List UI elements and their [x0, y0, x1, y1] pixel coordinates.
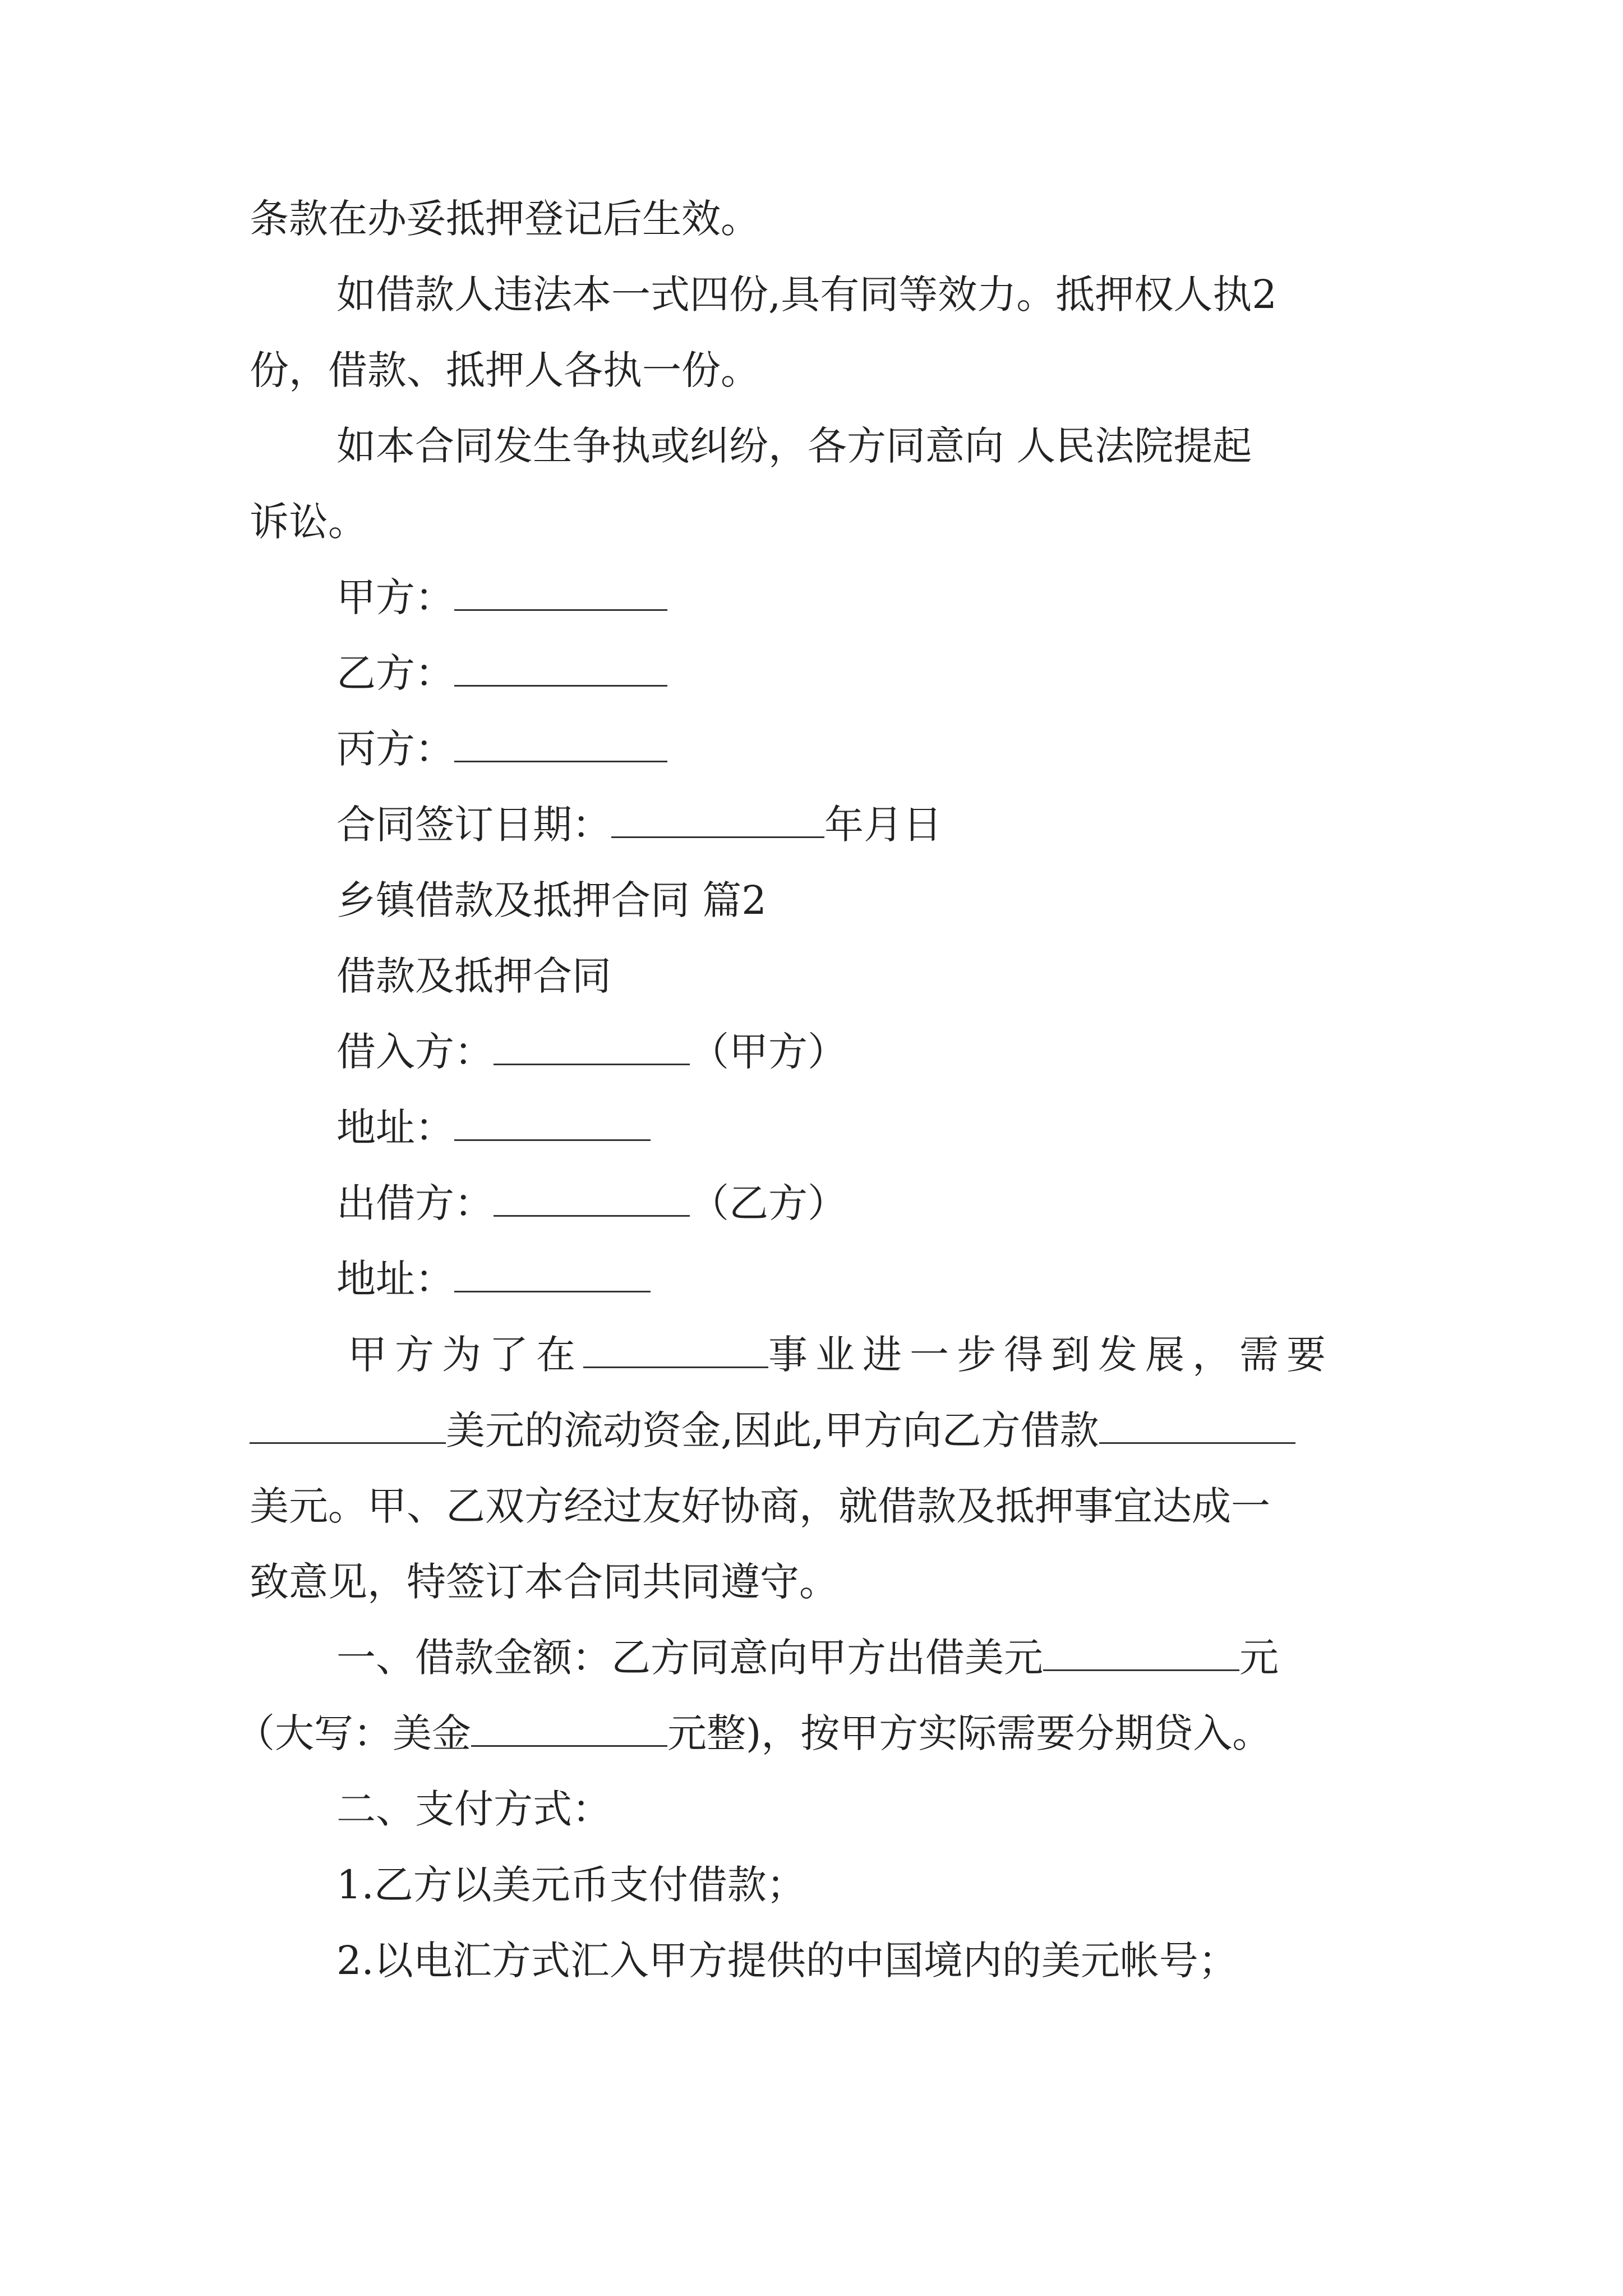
loan-amount-blank [1099, 1410, 1295, 1444]
business-blank [583, 1334, 768, 1368]
party-b-blank [454, 652, 667, 687]
party-c-label: 丙方： [336, 726, 454, 772]
item2-title: 二、支付方式： [336, 1786, 611, 1832]
purpose-line2 [250, 1405, 1295, 1456]
paragraph-dispute-line2: 诉讼。 [250, 499, 367, 545]
item1-prefix: 一、借款金额：乙方同意向甲方出借美元 [336, 1635, 1043, 1681]
item2-point2: 2.以电汇方式汇入甲方提供的中国境内的美元帐号； [336, 1938, 1238, 1984]
purpose-suffix: 事业进一步得到发展，需要 [768, 1332, 1334, 1378]
sign-date-blank [611, 804, 824, 838]
sign-date-suffix: 年月日 [824, 802, 942, 848]
party-a-blank [454, 577, 667, 611]
borrower-suffix: （甲方） [690, 1029, 847, 1075]
party-c-blank [454, 728, 667, 762]
lender-address-line [336, 1254, 651, 1304]
paragraph-effect-clause: 条款在办妥抵押登记后生效。 [250, 196, 760, 242]
item1-suffix: 元 [1239, 1635, 1279, 1681]
purpose-mid: 美元的流动资金,因此,甲方向乙方借款 [446, 1407, 1099, 1453]
paragraph-copies-line2: 份，借款、抵押人各执一份。 [250, 347, 760, 393]
borrower-address-line [336, 1102, 651, 1153]
item2-point1: 1.乙方以美元币支付借款； [336, 1862, 806, 1908]
funding-amount-blank [250, 1410, 446, 1444]
borrower-address-label: 地址： [336, 1105, 454, 1151]
lender-blank [494, 1182, 690, 1217]
purpose-line3: 美元。甲、乙双方经过友好协商，就借款及抵押事宜达成一 [250, 1483, 1270, 1529]
lender-line [336, 1178, 847, 1228]
party-b-label: 乙方： [336, 650, 454, 696]
lender-suffix: （乙方） [690, 1180, 847, 1226]
item1-amount-blank [1043, 1637, 1239, 1671]
item1-line1 [336, 1632, 1279, 1683]
party-a-label: 甲方： [336, 574, 454, 620]
section-title: 乡镇借款及抵押合同 篇2 [336, 877, 767, 923]
party-c-line [336, 724, 667, 774]
party-b-line [336, 648, 667, 698]
lender-address-label: 地址： [336, 1256, 454, 1302]
borrower-blank [494, 1031, 690, 1065]
purpose-line1 [348, 1329, 1334, 1380]
sign-date-line [336, 799, 942, 850]
borrower-label: 借入方： [336, 1029, 494, 1075]
purpose-line4: 致意见，特签订本合同共同遵守。 [250, 1559, 838, 1605]
sign-date-label: 合同签订日期： [336, 802, 611, 848]
item1-capital-prefix: （大写：美金 [236, 1710, 471, 1756]
item1-capital-suffix: 元整)，按甲方实际需要分期贷入。 [667, 1710, 1272, 1756]
lender-label: 出借方： [336, 1180, 494, 1226]
contract-title: 借款及抵押合同 [336, 953, 611, 999]
borrower-address-blank [454, 1107, 651, 1141]
borrower-line [336, 1027, 847, 1077]
party-a-line [336, 572, 667, 623]
lender-address-blank [454, 1258, 651, 1292]
paragraph-copies-line1: 如借款人违法本一式四份,具有同等效力。抵押权人执2 [336, 272, 1277, 318]
purpose-prefix: 甲方为了在 [348, 1332, 583, 1378]
paragraph-dispute-line1: 如本合同发生争执或纠纷，各方同意向 人民法院提起 [336, 423, 1252, 469]
item1-capital-blank [471, 1713, 667, 1747]
item1-line2 [236, 1708, 1271, 1759]
